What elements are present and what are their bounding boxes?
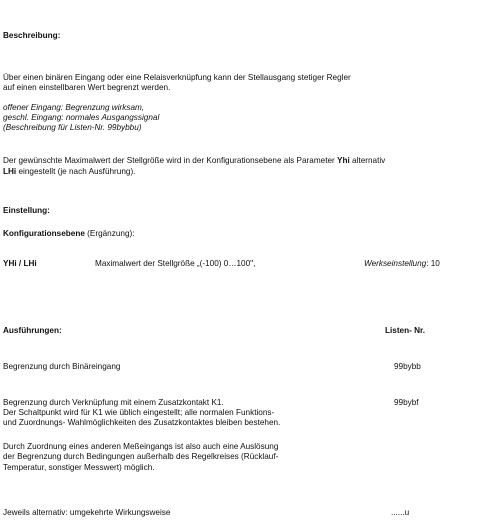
input-state-open: offener Eingang: Begrenzung wirksam, <box>3 103 145 112</box>
description-line-1: Über einen binären Eingang oder eine Relaisverknüpfung kann der Stellausgang stetiger Regler <box>3 73 351 82</box>
heading-setting: Einstellung: <box>3 206 50 215</box>
version-reverse-action: Jeweils alternativ: umgekehrte Wirkungsweise <box>3 508 171 517</box>
param-name: YHi / LHi <box>3 259 37 268</box>
heading-list-number: Listen- Nr. <box>385 326 426 335</box>
param-description: Maximalwert der Stellgröße „(-100) 0…100", <box>95 259 256 268</box>
max-value-text-line-2 <box>3 167 135 177</box>
version-note-line-2: der Begrenzung durch Bedingungen außerhalb des Regelkreises (Rücklauf- <box>3 452 279 461</box>
version-note-line-1: Durch Zuordnung eines anderen Meßeingangs ist also auch eine Auslösung <box>3 442 279 451</box>
version-binary-input: Begrenzung durch Binäreingang <box>3 362 121 371</box>
version-aux-contact-line-3: und Zuordnungs- Wahlmöglichkeiten des Zusatzkontaktes bleiben bestehen. <box>3 418 281 427</box>
version-note-line-3: Temperatur, sonstiger Messwert) möglich. <box>3 463 155 472</box>
version-reverse-action-list-no: ......u <box>391 508 410 517</box>
description-line-2: auf einen einstellbaren Wert begrenzt werden. <box>3 83 171 92</box>
heading-versions: Ausführungen: <box>3 326 62 335</box>
version-aux-contact-list-no: 99bybf <box>394 398 419 407</box>
input-state-note: (Beschreibung für Listen-Nr. 99bybbu) <box>3 123 142 132</box>
factory-setting-label: Werkseinstellung <box>364 259 427 268</box>
param-factory-setting <box>364 259 440 269</box>
max-value-text-pre: Der gewünschte Maximalwert der Stellgröße wird in der Konfigurationsebene als Parameter <box>3 156 338 165</box>
factory-setting-value: : 10 <box>426 259 440 268</box>
version-binary-input-list-no: 99bybb <box>394 362 421 371</box>
heading-description: Beschreibung: <box>3 31 61 40</box>
max-value-text-tail: eingestellt (je nach Ausführung). <box>16 167 136 176</box>
input-state-closed: geschl. Eingang: normales Ausgangssignal <box>3 113 160 122</box>
config-level-suffix: (Ergänzung): <box>84 229 135 238</box>
config-level <box>3 229 135 239</box>
max-value-text-post: alternativ <box>349 156 386 165</box>
param-lhi: LHi <box>3 167 17 176</box>
version-aux-contact-line-1: Begrenzung durch Verknüpfung mit einem Zusatzkontakt K1. <box>3 398 224 407</box>
max-value-text-line-1 <box>3 156 385 166</box>
config-level-label: Konfigurationsebene <box>3 229 85 238</box>
version-aux-contact-line-2: Der Schaltpunkt wird für K1 wie üblich eingestellt; alle normalen Funktions- <box>3 408 275 417</box>
param-yhi: Yhi <box>337 156 350 165</box>
